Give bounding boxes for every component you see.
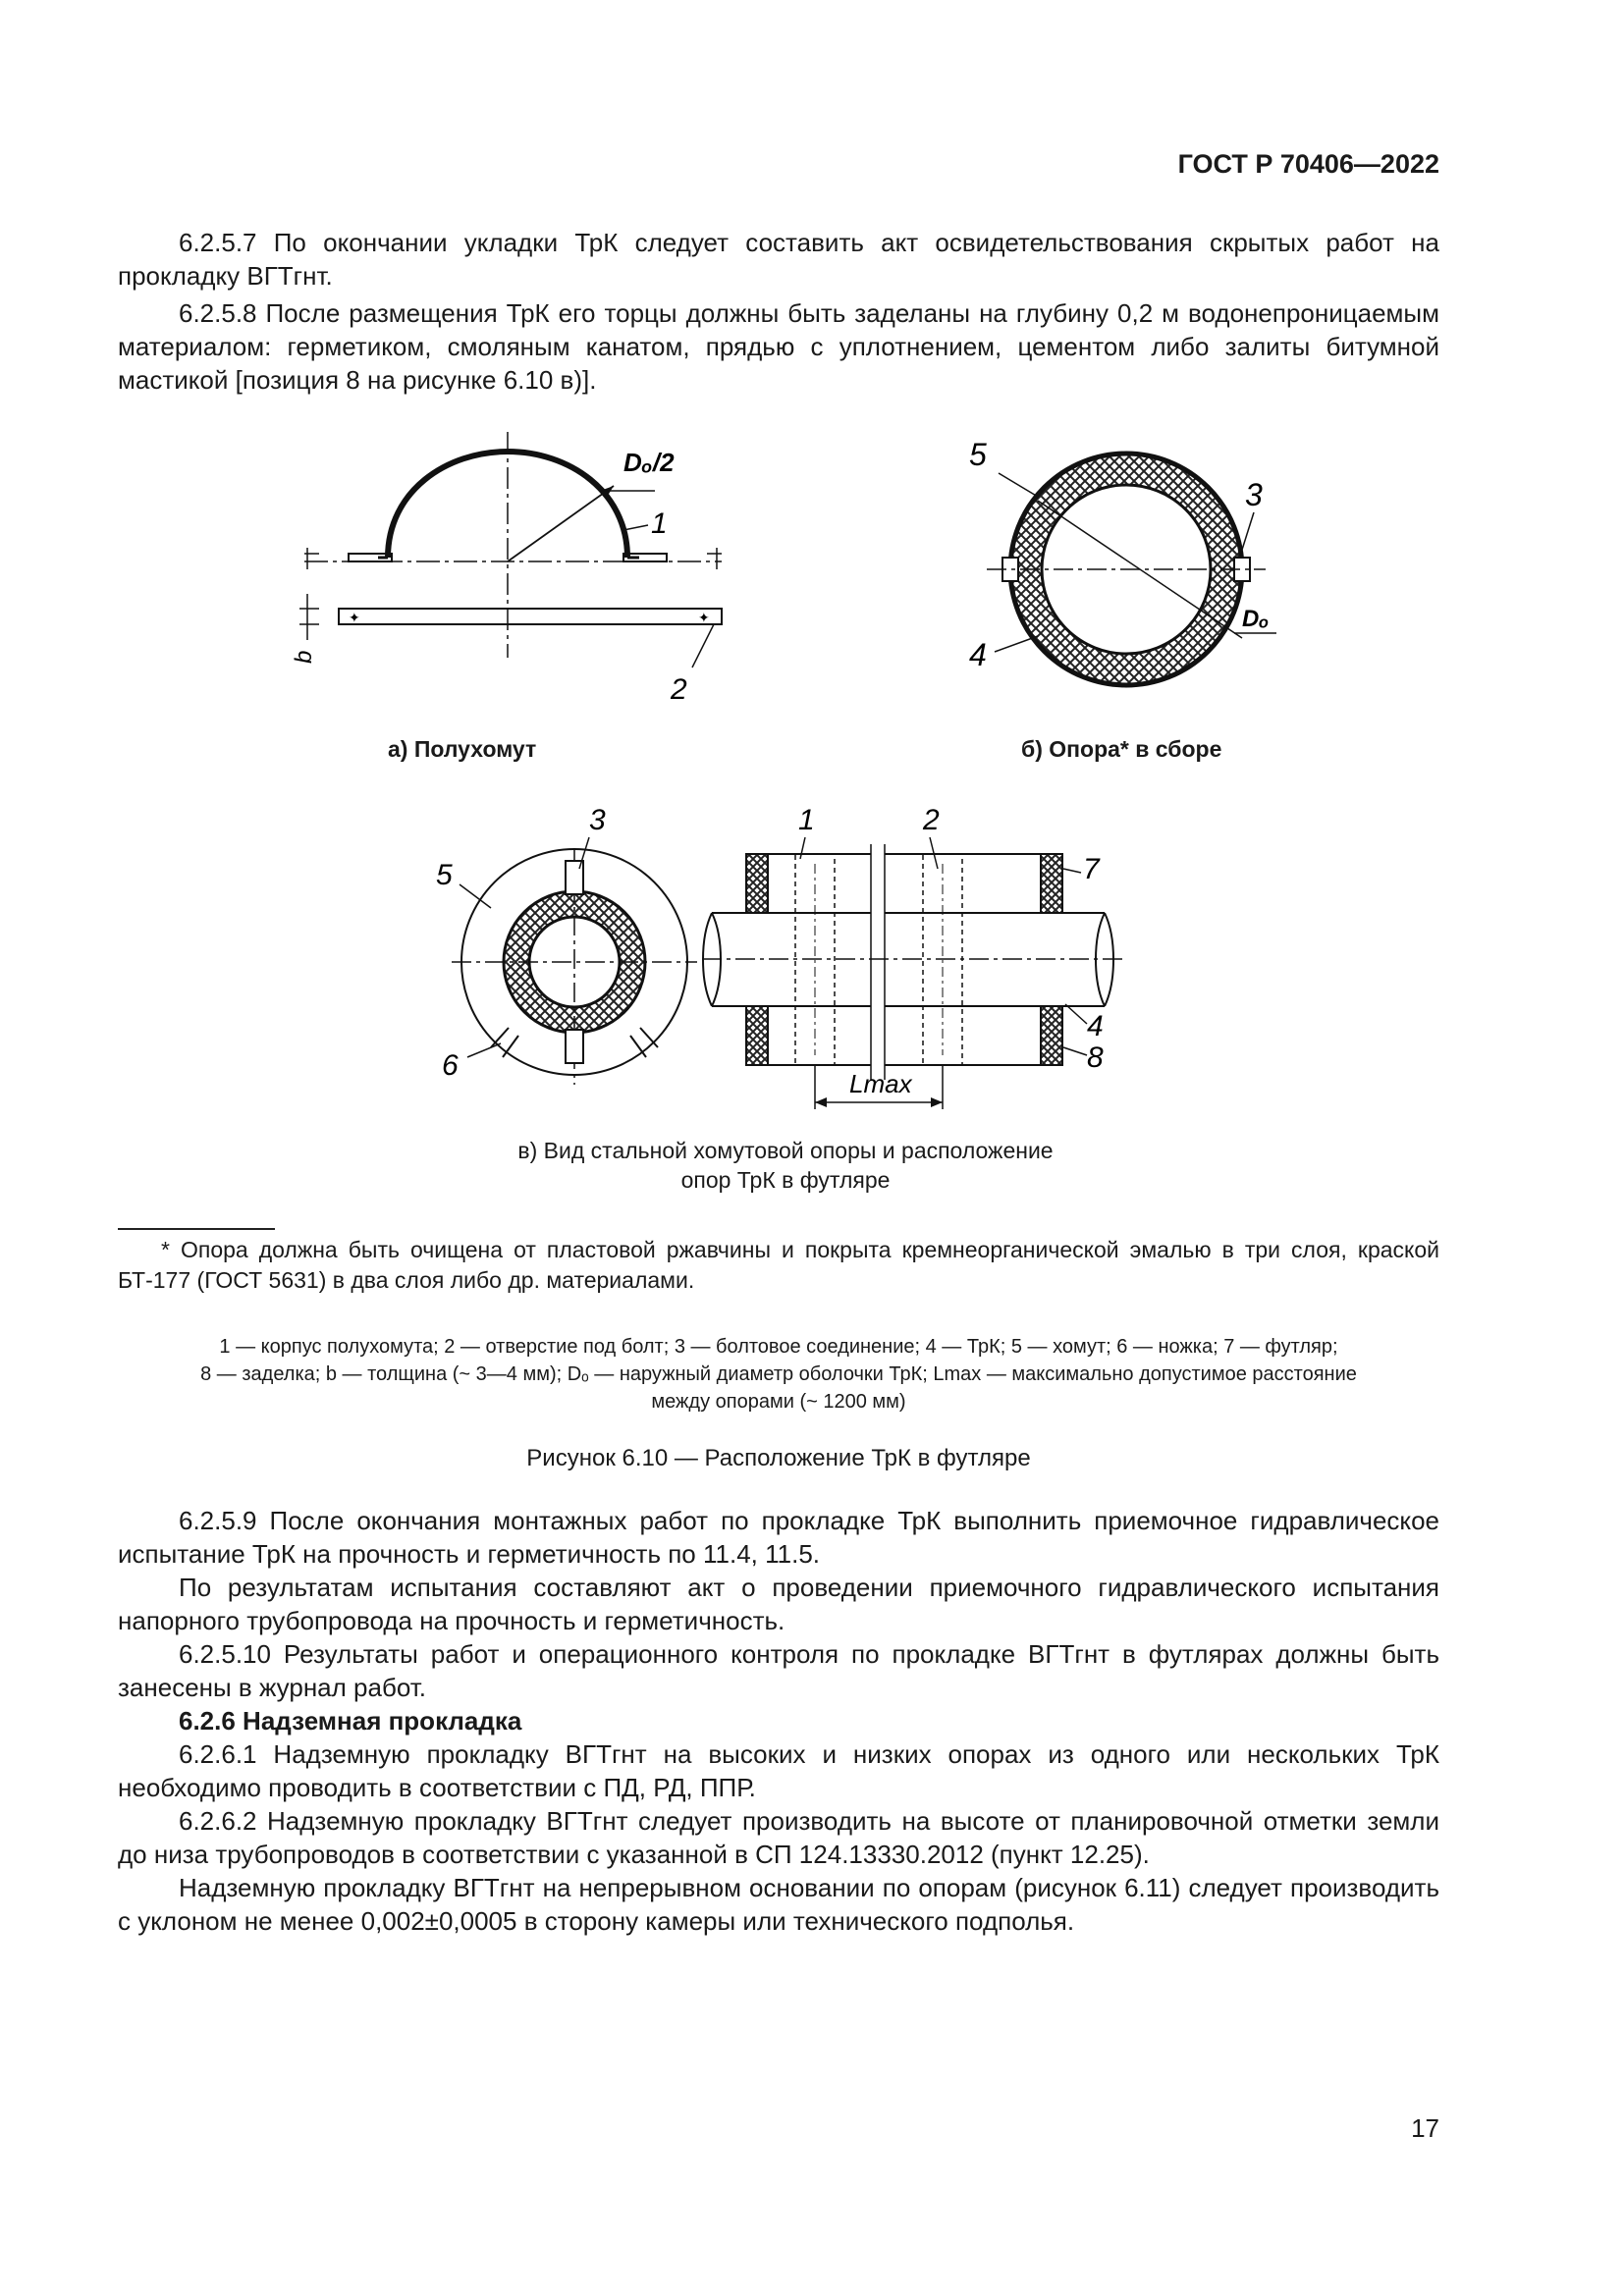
callout-2: 2 (923, 804, 940, 836)
dim-label-lmax: Lmax (849, 1069, 912, 1098)
figure-title: Рисунок 6.10 — Расположение ТрК в футляре (526, 1445, 1031, 1471)
body-text-bottom (118, 1504, 1439, 1938)
section-heading (118, 1704, 1439, 1737)
figure-b-assembled-support (947, 432, 1301, 697)
figure-legend (118, 1333, 1439, 1415)
paragraph-text: 6.2.6.2 Надземную прокладку ВГТгнт следует производить на высоте от планировочной отметки земли до низа трубопроводов в соответствии с указанной в СП 124.13330.2012 (пункт 12.25). (118, 1806, 1439, 1869)
callout-4: 4 (1087, 1010, 1104, 1042)
legend-line-3: между опорами (~ 1200 мм) (651, 1391, 906, 1413)
paragraph (118, 1871, 1439, 1938)
caption-b: б) Опора* в сборе (1021, 736, 1222, 762)
caption-a: а) Полухомут (388, 736, 537, 762)
paragraph-text: 6.2.5.8 После размещения ТрК его торцы должны быть заделаны на глубину 0,2 м водонепроницаемым материалом: герметиком, смоляным канатом, прядью с уплотнением, цементом либо залиты битумной мастикой [позиция 8 на рисунке 6.10 в)]. (118, 298, 1439, 395)
footnote-rule (118, 1228, 275, 1230)
paragraph (118, 1804, 1439, 1871)
document-header: ГОСТ Р 70406—2022 (1177, 149, 1439, 179)
paragraph (118, 1571, 1439, 1637)
paragraph-6-2-5-7 (118, 226, 1439, 293)
callout-3: 3 (1245, 477, 1263, 512)
page-number: 17 (1411, 2113, 1439, 2143)
figure-c-ring-view (432, 800, 717, 1095)
callout-1: 1 (651, 507, 668, 540)
callout-5: 5 (436, 859, 453, 891)
paragraph-text: 6.2.5.10 Результаты работ и операционного контроля по прокладке ВГТгнт в футлярах должны быть занесены в журнал работ. (118, 1639, 1439, 1702)
footnote-text: * Опора должна быть очищена от пластовой ржавчины и покрыта кремнеорганической эмалью в три слоя, краской БТ-177 (ГОСТ 5631) в два слоя либо др. материалами. (118, 1237, 1439, 1293)
footnote (118, 1235, 1439, 1296)
legend-line-1: 1 — корпус полухомута; 2 — отверстие под болт; 3 — болтовое соединение; 4 — ТрК; 5 — хомут; 6 — ножка; 7 — футляр; (219, 1336, 1338, 1358)
paragraph (118, 1637, 1439, 1704)
callout-7: 7 (1083, 853, 1100, 885)
paragraph (118, 1504, 1439, 1571)
paragraph-text: 6.2.6.1 Надземную прокладку ВГТгнт на высоких и низких опорах из одного или нескольких ТрК необходимо проводить в соответствии с ПД, РД, ППР. (118, 1739, 1439, 1802)
paragraph-text: Надземную прокладку ВГТгнт на непрерывном основании по опорам (рисунок 6.11) следует производить с уклоном не менее 0,002±0,0005 в сторону камеры или технического подполья. (118, 1873, 1439, 1936)
svg-text:✦: ✦ (349, 610, 360, 625)
figure-a-half-clamp (290, 432, 741, 726)
callout-2: 2 (671, 673, 687, 706)
paragraph-text: 6.2.5.7 По окончании укладки ТрК следует составить акт освидетельствования скрытых работ на прокладку ВГТгнт. (118, 228, 1439, 291)
paragraph-6-2-5-8 (118, 296, 1439, 397)
callout-5: 5 (969, 437, 987, 472)
caption-c (481, 1136, 1090, 1195)
callout-6: 6 (442, 1049, 459, 1082)
dim-label-do-half: Dₒ/2 (623, 448, 675, 477)
figure-c-side-view (702, 800, 1134, 1124)
legend-line-2: 8 — заделка; b — толщина (~ 3—4 мм); Dₒ — наружный диаметр оболочки ТрК; Lmax — максимально допустимое расстояние (200, 1363, 1357, 1385)
caption-c-line2: опор ТрК в футляре (680, 1167, 891, 1193)
caption-c-line1: в) Вид стальной хомутовой опоры и расположение (517, 1138, 1054, 1163)
paragraph-text: 6.2.6 Надземная прокладка (179, 1706, 522, 1735)
callout-3: 3 (589, 804, 606, 836)
callout-4: 4 (969, 637, 987, 672)
paragraph (118, 1737, 1439, 1804)
paragraph-text: По результатам испытания составляют акт о проведении приемочного гидравлического испытания напорного трубопровода на прочность и герметичность. (118, 1573, 1439, 1635)
callout-1: 1 (798, 804, 815, 836)
dim-label-b: b (291, 650, 317, 664)
callout-8: 8 (1087, 1041, 1104, 1074)
paragraph-text: 6.2.5.9 После окончания монтажных работ по прокладке ТрК выполнить приемочное гидравлическое испытание ТрК на прочность и герметичность по 11.4, 11.5. (118, 1506, 1439, 1569)
dim-label-do: Dₒ (1242, 606, 1270, 632)
svg-text:✦: ✦ (698, 610, 710, 625)
